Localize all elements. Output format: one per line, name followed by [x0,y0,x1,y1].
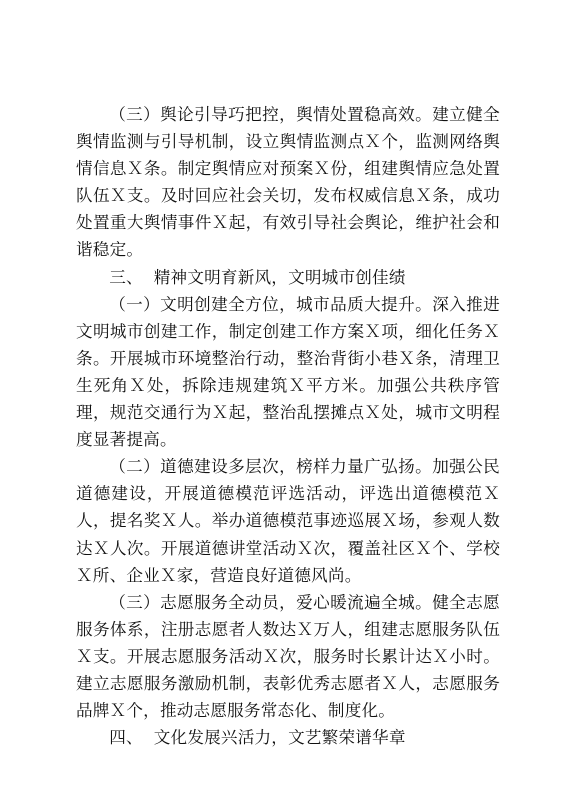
document-page [76,101,500,751]
section-heading-body: 文明城市创佳绩 [288,267,406,287]
paragraph-moral-construction [76,453,500,588]
paragraph-body: 建立健全舆情监测与引导机制，设立舆情监测点Ｘ个，监测网络舆情信息Ｘ条。制定舆情应对预案Ｘ份，组建舆情应急处置队伍Ｘ支。及时回应社会关切，发布权威信息Ｘ条，成功处置重大舆情事件Ｘ起，有效引导社会舆论，维护社会和谐稳定。 [76,105,500,260]
section-heading-lead: 文化发展兴活力， [153,728,289,748]
section-number: 四、 [109,728,143,748]
paragraph-public-opinion [76,101,500,264]
paragraph-volunteer-service [76,589,500,724]
section-heading-4 [76,724,500,751]
paragraph-civilization-creation [76,291,500,454]
paragraph-lead: （一）文明创建全方位，城市品质大提升。 [109,294,433,314]
section-heading-body: 文艺繁荣谱华章 [288,728,406,748]
paragraph-body: 深入推进文明城市创建工作，制定创建工作方案Ｘ项，细化任务Ｘ条。开展城市环境整治行动，整治背街小巷Ｘ条，清理卫生死角Ｘ处，拆除违规建筑Ｘ平方米。加强公共秩序管理，规范交通行为Ｘ起，整治乱摆摊点Ｘ处，城市文明程度显著提高。 [76,294,500,450]
section-heading-3 [76,264,500,291]
paragraph-lead: （三）舆论引导巧把控，舆情处置稳高效。 [109,105,433,124]
section-number: 三、 [109,267,143,287]
paragraph-lead: （三）志愿服务全动员，爱心暖流遍全城。 [109,592,433,612]
paragraph-lead: （二）道德建设多层次，榜样力量广弘扬。 [109,457,433,477]
paragraph-body: 加强公民道德建设，开展道德模范评选活动，评选出道德模范Ｘ人，提名奖Ｘ人。举办道德模范事迹巡展Ｘ场，参观人数达Ｘ人次。开展道德讲堂活动Ｘ次，覆盖社区Ｘ个、学校Ｘ所、企业Ｘ家，营造良好道德风尚。 [76,457,500,585]
section-heading-lead: 精神文明育新风， [153,267,289,287]
paragraph-body: 健全志愿服务体系，注册志愿者人数达Ｘ万人，组建志愿服务队伍Ｘ支。开展志愿服务活动Ｘ次，服务时长累计达Ｘ小时。建立志愿服务激励机制，表彰优秀志愿者Ｘ人，志愿服务品牌Ｘ个，推动志愿服务常态化、制度化。 [76,592,500,721]
